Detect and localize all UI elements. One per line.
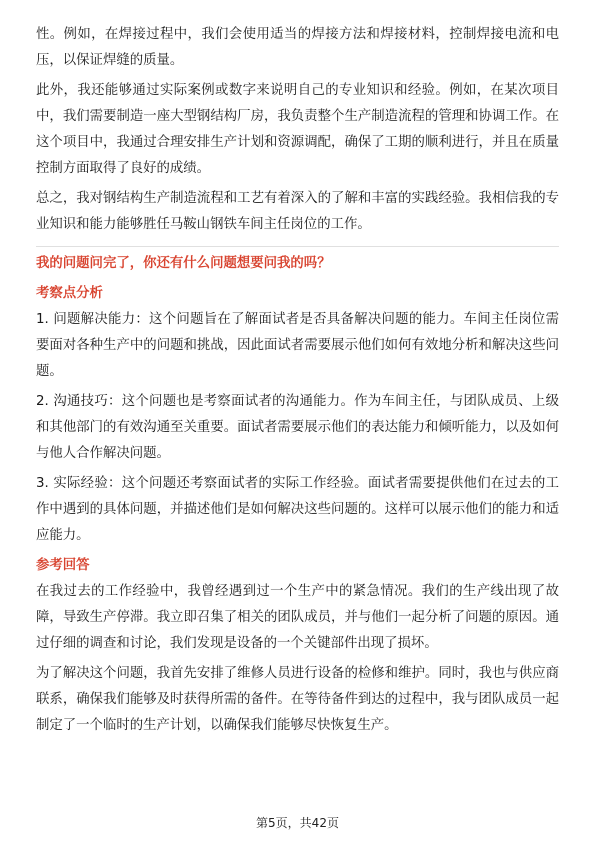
- analysis-point-1: 1. 问题解决能力：这个问题旨在了解面试者是否具备解决问题的能力。车间主任岗位需要面对各种生产中的问题和挑战，因此面试者需要展示他们如何有效地分析和解决这些问题。: [36, 312, 559, 379]
- analysis-heading: 考察点分析: [36, 286, 103, 301]
- analysis-point-2: 2. 沟通技巧：这个问题也是考察面试者的沟通能力。作为车间主任，与团队成员、上级和其他部门的有效沟通至关重要。面试者需要展示他们的表达能力和倾听能力，以及如何与他人合作解决问题。: [36, 394, 559, 461]
- intro-paragraph-1: 性。例如，在焊接过程中，我们会使用适当的焊接方法和焊接材料，控制焊接电流和电压，以保证焊缝的质量。: [36, 27, 559, 68]
- intro-paragraph-3: 总之，我对钢结构生产制造流程和工艺有着深入的了解和丰富的实践经验。我相信我的专业知识和能力能够胜任马鞍山钢铁车间主任岗位的工作。: [36, 191, 559, 232]
- document-page: [36, 22, 559, 743]
- question-title: 我的问题问完了，你还有什么问题想要问我的吗？: [36, 256, 331, 271]
- section-divider: [36, 246, 559, 247]
- reference-paragraph-2: 为了解决这个问题，我首先安排了维修人员进行设备的检修和维护。同时，我也与供应商联系，确保我们能够及时获得所需的备件。在等待备件到达的过程中，我与团队成员一起制定了一个临时的生产计划，以确保我们能够尽快恢复生产。: [36, 666, 559, 733]
- analysis-point-3: 3. 实际经验：这个问题还考察面试者的实际工作经验。面试者需要提供他们在过去的工作中遇到的具体问题，并描述他们是如何解决这些问题的。这样可以展示他们的能力和适应能力。: [36, 476, 559, 543]
- intro-paragraph-2: 此外，我还能够通过实际案例或数字来说明自己的专业知识和经验。例如，在某次项目中，我们需要制造一座大型钢结构厂房，我负责整个生产制造流程的管理和协调工作。在这个项目中，我通过合理安排生产计划和资源调配，确保了工期的顺利进行，并且在质量控制方面取得了良好的成绩。: [36, 83, 559, 176]
- reference-paragraph-1: 在我过去的工作经验中，我曾经遇到过一个生产中的紧急情况。我们的生产线出现了故障，导致生产停滞。我立即召集了相关的团队成员，并与他们一起分析了问题的原因。通过仔细的调查和讨论，我们发现是设备的一个关键部件出现了损坏。: [36, 584, 559, 651]
- reference-heading: 参考回答: [36, 558, 90, 573]
- page-number: 第5页，共42页: [256, 816, 339, 830]
